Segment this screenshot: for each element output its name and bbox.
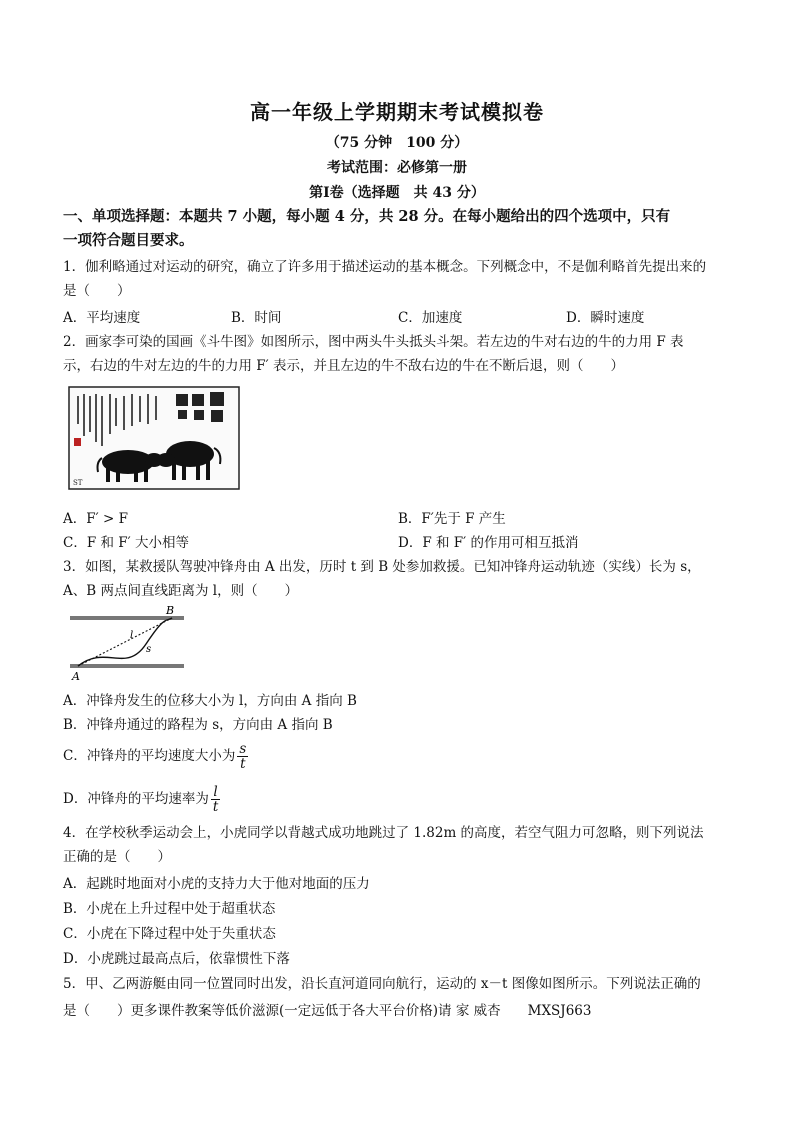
boat-trajectory-figure (66, 604, 188, 682)
q4-option-c: C．小虎在下降过程中处于失重状态 (63, 926, 276, 942)
section1-heading-line1: 一、单项选择题：本题共 7 小题，每小题 4 分，共 28 分。在每小题给出的四个选项中，只有 (63, 208, 671, 225)
section1-heading-line2: 一项符合题目要求。 (63, 232, 194, 249)
q4-stem-line2: 正确的是（ ） (63, 849, 171, 865)
exam-title: 高一年级上学期期末考试模拟卷 (250, 100, 544, 124)
distance-l-label: l (130, 630, 134, 641)
q3-option-a: A．冲锋舟发生的位移大小为 l，方向由 A 指向 B (63, 693, 357, 709)
q1-option-c: C．加速度 (398, 310, 463, 326)
fraction-l-over-t: $\frac{l}{t}$ (212, 784, 219, 815)
q3-option-c-text: C．冲锋舟的平均速度大小为 (63, 748, 236, 764)
q1-stem-line2: 是（ ） (63, 283, 131, 299)
q2-option-c: C．F 和 F′ 大小相等 (63, 535, 190, 551)
q1-option-b: B．时间 (231, 310, 282, 326)
q2-stem-line2: 示，右边的牛对左边的牛的力用 F′ 表示，并且左边的牛不敌右边的牛在不断后退，则（ ） (63, 358, 625, 374)
q4-stem-line1: 4．在学校秋季运动会上，小虎同学以背越式成功地跳过了 1.82m 的高度，若空气阻力可忽略，则下列说法 (63, 825, 704, 841)
q1-stem-line1: 1．伽利略通过对运动的研究，确立了许多用于描述运动的基本概念。下列概念中，不是伽利略首先提出来的 (63, 259, 707, 275)
point-a-label: A (72, 670, 80, 682)
q3-option-b: B．冲锋舟通过的路程为 s，方向由 A 指向 B (63, 717, 333, 733)
q2-option-a: A．F′ > F (63, 511, 128, 527)
q3-option-d-text: D．冲锋舟的平均速率为 (63, 791, 209, 807)
q1-option-a: A．平均速度 (63, 310, 141, 326)
q5-stem-line1: 5．甲、乙两游艇由同一位置同时出发，沿长直河道同向航行，运动的 x－t 图像如图所示。下列说法正确的 (63, 976, 701, 992)
exam-duration-score: （75 分钟 100 分） (325, 135, 469, 151)
q2-option-b: B．F′先于 F 产生 (398, 511, 506, 527)
q2-stem-line1: 2．画家李可染的国画《斗牛图》如图所示，图中两头牛头抵头斗架。若左边的牛对右边的牛的力用 F 表 (63, 334, 684, 350)
q1-option-d: D．瞬时速度 (566, 310, 645, 326)
bullfight-painting-figure (68, 386, 240, 490)
exam-part-heading: 第Ⅰ卷（选择题 共 43 分） (309, 185, 485, 201)
exam-scope: 考试范围：必修第一册 (327, 160, 467, 176)
q4-option-b: B．小虎在上升过程中处于超重状态 (63, 901, 276, 917)
q5-stem-line2: 是（ ）更多课件教案等低价滋源(一定远低于各大平台价格)请 家 威杏 MXSJ663 (63, 1003, 592, 1019)
point-b-label: B (166, 604, 175, 617)
q3-stem-line1: 3．如图，某救援队驾驶冲锋舟由 A 出发，历时 t 到 B 处参加救援。已知冲锋舟运动轨迹（实线）长为 s， (63, 559, 701, 575)
seal-stamp-icon (74, 438, 81, 446)
q3-option-d (63, 785, 220, 814)
q4-option-a: A．起跳时地面对小虎的支持力大于他对地面的压力 (63, 876, 370, 892)
q3-option-c (63, 742, 248, 771)
q4-option-d: D．小虎跳过最高点后，依靠惯性下落 (63, 951, 290, 967)
lower-riverbank (70, 664, 184, 668)
painting-corner-mark: ST (73, 479, 83, 487)
fraction-s-over-t: $\frac{s}{t}$ (239, 741, 247, 772)
q2-option-d: D．F 和 F′ 的作用可相互抵消 (398, 535, 579, 551)
path-s-label: s (146, 644, 152, 655)
q3-stem-line2: A、B 两点间直线距离为 l，则（ ） (63, 583, 299, 599)
